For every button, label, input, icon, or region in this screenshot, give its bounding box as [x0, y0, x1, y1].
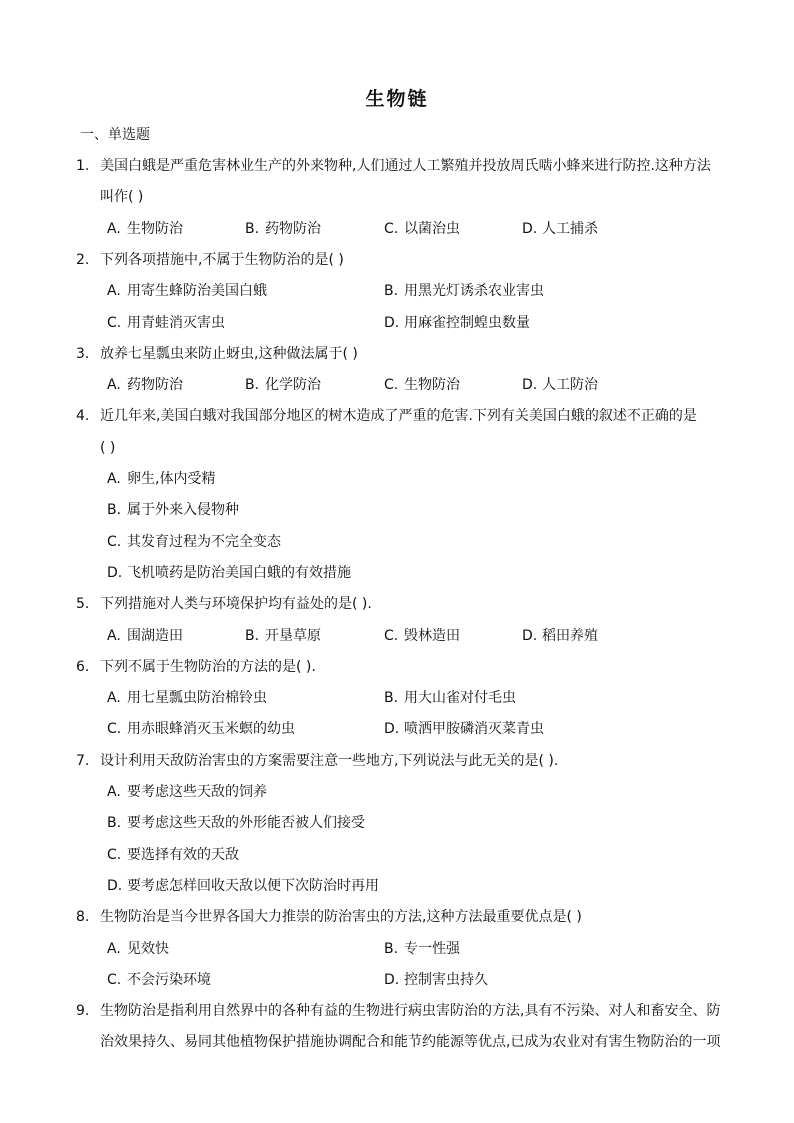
option-letter: C.: [107, 971, 122, 988]
option-text: 开垦草原: [265, 627, 321, 644]
question-text: 放养七星瓢虫来防止蚜虫,这种做法属于( ): [100, 345, 358, 362]
answer-option: [384, 688, 516, 708]
option-letter: B.: [245, 627, 260, 644]
option-text: 用寄生蜂防治美国白蛾: [127, 283, 267, 300]
page-title: 生物链: [365, 88, 429, 110]
option-letter: B.: [384, 940, 399, 957]
question-text: 近几年来,美国白蛾对我国部分地区的树木造成了严重的危害.下列有关美国白蛾的叙述不正确的是: [100, 408, 697, 425]
question-text: 下列不属于生物防治的方法的是( ).: [100, 658, 316, 675]
question-number: 6.: [76, 658, 90, 675]
option-letter: C.: [107, 721, 122, 738]
question-text: 生物防治是当今世界各国大力推崇的防治害虫的方法,这种方法最重要优点是( ): [100, 909, 582, 926]
option-letter: C.: [384, 377, 399, 394]
option-letter: A.: [107, 283, 121, 300]
option-letter: B.: [245, 377, 260, 394]
question-number: 7.: [76, 752, 90, 769]
answer-option: [384, 219, 460, 239]
answer-option: [522, 626, 598, 646]
answer-option: [107, 626, 183, 646]
answer-option: [245, 626, 321, 646]
question-text: 叫作( ): [100, 189, 144, 206]
option-text: 稻田养殖: [542, 627, 598, 644]
question-number: 8.: [76, 909, 90, 926]
question-number: 9.: [76, 1003, 90, 1020]
option-text: 用青蛙消灭害虫: [127, 314, 225, 331]
option-text: 药物防治: [265, 220, 321, 237]
option-letter: D.: [384, 971, 400, 988]
option-letter: A.: [107, 690, 121, 707]
answer-option: [107, 876, 379, 896]
answer-option: [522, 219, 598, 239]
option-text: 以菌治虫: [404, 220, 460, 237]
option-text: 其发育过程为不完全变态: [127, 533, 281, 550]
answer-option: [107, 563, 351, 583]
option-letter: C.: [107, 314, 122, 331]
option-text: 要考虑怎样回收天敌以便下次防治时再用: [127, 877, 379, 894]
option-letter: C.: [107, 533, 122, 550]
option-letter: D.: [522, 377, 538, 394]
option-letter: D.: [522, 220, 538, 237]
option-text: 用赤眼蜂消灭玉米螟的幼虫: [127, 721, 295, 738]
question-text: ( ): [100, 439, 116, 456]
option-text: 喷洒甲胺磷消灭菜青虫: [404, 721, 544, 738]
answer-option: [107, 281, 267, 301]
answer-option: [384, 375, 460, 395]
question-text: 设计利用天敌防治害虫的方案需要注意一些地方,下列说法与此无关的是( ).: [100, 752, 559, 769]
answer-option: [107, 939, 169, 959]
answer-option: [107, 532, 281, 552]
answer-option: [384, 626, 460, 646]
question-number: 4.: [76, 408, 90, 425]
option-text: 人工捕杀: [542, 220, 598, 237]
option-text: 卵生,体内受精: [127, 471, 216, 487]
answer-option: [107, 500, 239, 520]
option-letter: D.: [384, 721, 400, 738]
question-text: 美国白蛾是严重危害林业生产的外来物种,人们通过人工繁殖并投放周氏啮小蜂来进行防控.这种方法: [100, 158, 711, 174]
option-text: 药物防治: [127, 377, 183, 394]
answer-option: [107, 313, 225, 333]
option-text: 要考虑这些天敌的饲养: [127, 784, 267, 800]
option-letter: B.: [107, 502, 122, 519]
option-text: 不会污染环境: [127, 971, 211, 988]
option-text: 化学防治: [265, 377, 321, 394]
option-letter: A.: [107, 940, 121, 957]
option-letter: D.: [384, 314, 400, 331]
option-letter: B.: [384, 283, 399, 300]
answer-option: [384, 939, 460, 959]
question-number: 2.: [76, 251, 90, 268]
option-text: 用七星瓢虫防治棉铃虫: [127, 690, 267, 707]
option-letter: B.: [245, 220, 260, 237]
option-text: 控制害虫持久: [404, 971, 488, 988]
option-text: 人工防治: [542, 377, 598, 394]
option-text: 用大山雀对付毛虫: [404, 690, 516, 707]
question-number: 1.: [76, 158, 90, 174]
option-letter: B.: [107, 815, 122, 832]
option-text: 见效快: [127, 940, 169, 957]
option-text: 专一性强: [404, 940, 460, 957]
option-text: 属于外来入侵物种: [127, 502, 239, 519]
option-text: 生物防治: [404, 377, 460, 394]
option-letter: A.: [107, 471, 121, 487]
answer-option: [522, 375, 598, 395]
answer-option: [107, 688, 267, 708]
question-number: 3.: [76, 345, 90, 362]
option-letter: A.: [107, 220, 121, 237]
section-header: 一、单选题: [80, 127, 150, 143]
question-text: 下列各项措施中,不属于生物防治的是( ): [100, 251, 344, 268]
option-letter: B.: [384, 690, 399, 707]
option-letter: A.: [107, 627, 121, 644]
answer-option: [107, 375, 183, 395]
question-text: 治效果持久、易同其他植物保护措施协调配合和能节约能源等优点,已成为农业对有害生物防治的一项: [100, 1034, 721, 1051]
option-text: 飞机喷药是防治美国白蛾的有效措施: [127, 564, 351, 581]
option-text: 用麻雀控制蝗虫数量: [404, 314, 530, 331]
option-text: 生物防治: [127, 220, 183, 237]
answer-option: [107, 813, 365, 833]
answer-option: [384, 719, 544, 739]
option-text: 要考虑这些天敌的外形能否被人们接受: [127, 815, 365, 832]
option-letter: A.: [107, 377, 121, 394]
question-text: 下列措施对人类与环境保护均有益处的是( ).: [100, 596, 372, 613]
answer-option: [245, 219, 321, 239]
option-text: 用黑光灯诱杀农业害虫: [404, 283, 544, 300]
answer-option: [107, 469, 215, 489]
answer-option: [107, 970, 211, 990]
option-letter: D.: [107, 564, 123, 581]
option-letter: D.: [107, 877, 123, 894]
option-text: 要选择有效的天敌: [127, 846, 239, 863]
answer-option: [107, 719, 295, 739]
option-text: 围湖造田: [127, 627, 183, 644]
option-letter: C.: [384, 220, 399, 237]
option-letter: C.: [384, 627, 399, 644]
option-letter: C.: [107, 846, 122, 863]
option-text: 毁林造田: [404, 627, 460, 644]
answer-option: [384, 970, 488, 990]
question-text: 生物防治是指利用自然界中的各种有益的生物进行病虫害防治的方法,具有不污染、对人和畜安全、防: [100, 1003, 721, 1020]
answer-option: [384, 281, 544, 301]
answer-option: [107, 219, 183, 239]
option-letter: D.: [522, 627, 538, 644]
answer-option: [107, 845, 239, 865]
option-letter: A.: [107, 784, 121, 800]
answer-option: [107, 782, 267, 802]
answer-option: [384, 313, 530, 333]
question-number: 5.: [76, 596, 90, 613]
answer-option: [245, 375, 321, 395]
